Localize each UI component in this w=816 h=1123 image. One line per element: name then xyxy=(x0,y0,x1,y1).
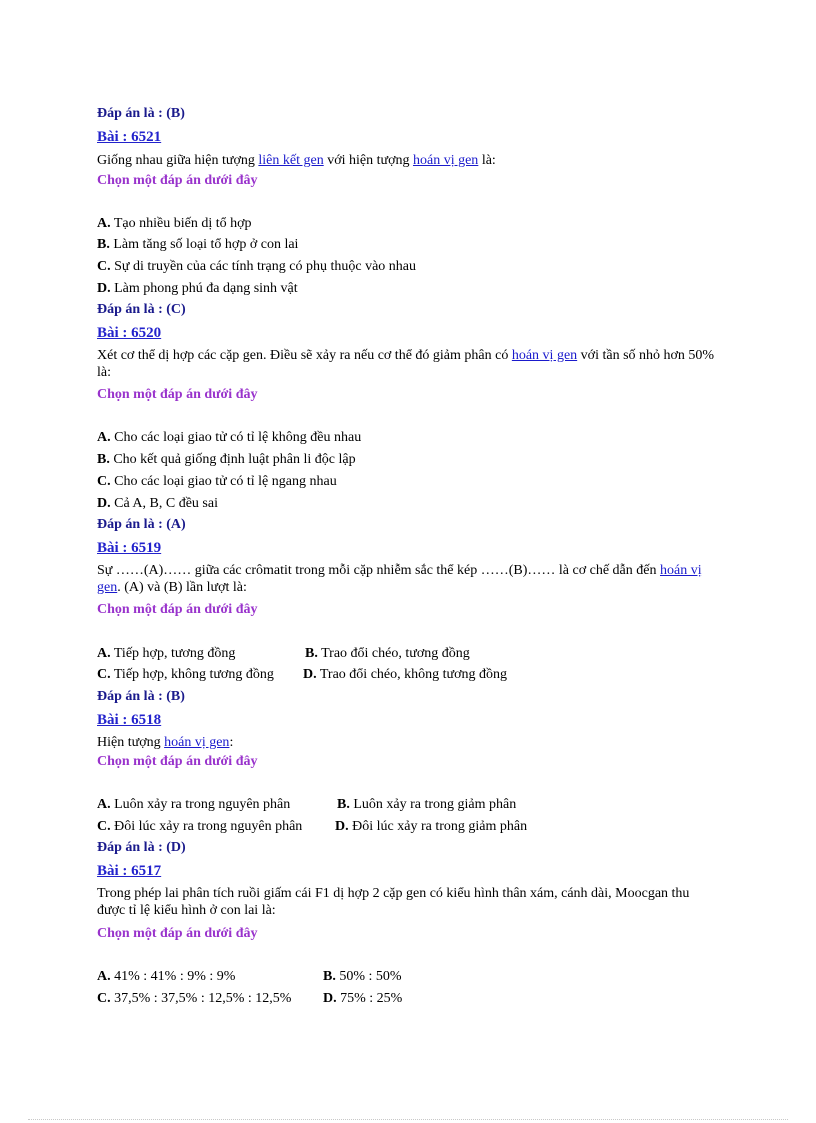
choose-prompt: Chọn một đáp án dưới đây xyxy=(97,602,258,617)
question-text-6517: Trong phép lai phân tích ruồi giấm cái F1 dị hợp 2 cặp gen có kiểu hình thân xám, cánh dài, Moocgan thu được tỉ lệ kiểu hình ở con lai là: xyxy=(97,886,690,918)
option-row xyxy=(97,969,737,985)
option-c[interactable]: C. Đôi lúc xảy ra trong nguyên phân xyxy=(97,819,303,834)
option-b[interactable]: B. Cho kết quả giống định luật phân li độc lập xyxy=(97,452,356,467)
option-a[interactable]: A. Luôn xảy ra trong nguyên phân xyxy=(97,797,291,812)
link-lien-ket-gen[interactable]: liên kết gen xyxy=(258,153,324,168)
option-d[interactable]: D. Làm phong phú đa dạng sinh vật xyxy=(97,281,298,296)
option-a[interactable]: A. Tạo nhiều biến dị tổ hợp xyxy=(97,216,252,231)
question-text-6520: Xét cơ thể dị hợp các cặp gen. Điều sẽ xảy ra nếu cơ thể đó giảm phân có hoán vị gen với tần số nhỏ hơn 50% là: xyxy=(97,348,715,380)
option-a[interactable]: A. 41% : 41% : 9% : 9% xyxy=(97,969,236,984)
option-row xyxy=(97,991,737,1007)
question-title-6521[interactable]: Bài : 6521 xyxy=(97,129,162,145)
option-d[interactable]: D. Cả A, B, C đều sai xyxy=(97,496,218,511)
option-a[interactable]: A. Tiếp hợp, tương đồng xyxy=(97,646,236,661)
choose-prompt: Chọn một đáp án dưới đây xyxy=(97,387,258,402)
option-d[interactable]: D. Trao đổi chéo, không tương đồng xyxy=(303,667,508,682)
option-d[interactable]: D. 75% : 25% xyxy=(323,991,403,1006)
option-row xyxy=(97,797,737,813)
option-b[interactable]: B. 50% : 50% xyxy=(323,969,402,984)
option-c[interactable]: C. Tiếp hợp, không tương đồng xyxy=(97,667,274,682)
answer-label: Đáp án là : xyxy=(97,106,163,121)
question-text-6518: Hiện tượng hoán vị gen: xyxy=(97,735,234,750)
page-footer-rule xyxy=(28,1119,788,1120)
link-hoan-vi-gen[interactable]: hoán vị gen xyxy=(511,348,578,363)
option-row xyxy=(97,819,737,835)
choose-prompt: Chọn một đáp án dưới đây xyxy=(97,173,258,188)
answer-value: (B) xyxy=(166,106,185,121)
answer-line xyxy=(97,106,185,122)
choose-prompt: Chọn một đáp án dưới đây xyxy=(97,754,258,769)
choose-prompt: Chọn một đáp án dưới đây xyxy=(97,926,258,941)
option-row xyxy=(97,646,737,662)
question-title-6519[interactable]: Bài : 6519 xyxy=(97,540,162,556)
option-c[interactable]: C. Cho các loại giao tử có tỉ lệ ngang nhau xyxy=(97,474,337,489)
link-hoan-vi-gen[interactable]: hoán vị gen xyxy=(164,735,230,750)
link-hoan-vi-gen[interactable]: hoán vị gen xyxy=(97,563,702,595)
option-a[interactable]: A. Cho các loại giao tử có tỉ lệ không đều nhau xyxy=(97,430,362,445)
question-text-6521: Giống nhau giữa hiện tượng liên kết gen với hiện tượng hoán vị gen là: xyxy=(97,153,496,168)
option-c[interactable]: C. 37,5% : 37,5% : 12,5% : 12,5% xyxy=(97,991,292,1006)
answer-line: Đáp án là : (D) xyxy=(97,840,186,855)
option-c[interactable]: C. Sự di truyền của các tính trạng có phụ thuộc vào nhau xyxy=(97,259,417,274)
question-title-6518[interactable]: Bài : 6518 xyxy=(97,712,162,728)
option-row xyxy=(97,667,737,683)
answer-line: Đáp án là : (A) xyxy=(97,517,186,532)
link-hoan-vi-gen[interactable]: hoán vị gen xyxy=(412,153,479,168)
question-text-6519: Sự ……(A)…… giữa các crômatit trong mỗi cặp nhiễm sắc thể kép ……(B)…… là cơ chế dẫn đến hoán vị gen. (A) và (B) lần lượt là: xyxy=(97,563,702,595)
option-b[interactable]: B. Làm tăng số loại tổ hợp ở con lai xyxy=(97,237,299,252)
answer-line: Đáp án là : (C) xyxy=(97,302,186,317)
question-title-6520[interactable]: Bài : 6520 xyxy=(97,325,162,341)
option-d[interactable]: D. Đôi lúc xảy ra trong giảm phân xyxy=(335,819,528,834)
option-b[interactable]: B. Trao đổi chéo, tương đồng xyxy=(305,646,470,661)
option-b[interactable]: B. Luôn xảy ra trong giảm phân xyxy=(337,797,517,812)
answer-line: Đáp án là : (B) xyxy=(97,689,185,704)
question-title-6517[interactable]: Bài : 6517 xyxy=(97,863,162,879)
